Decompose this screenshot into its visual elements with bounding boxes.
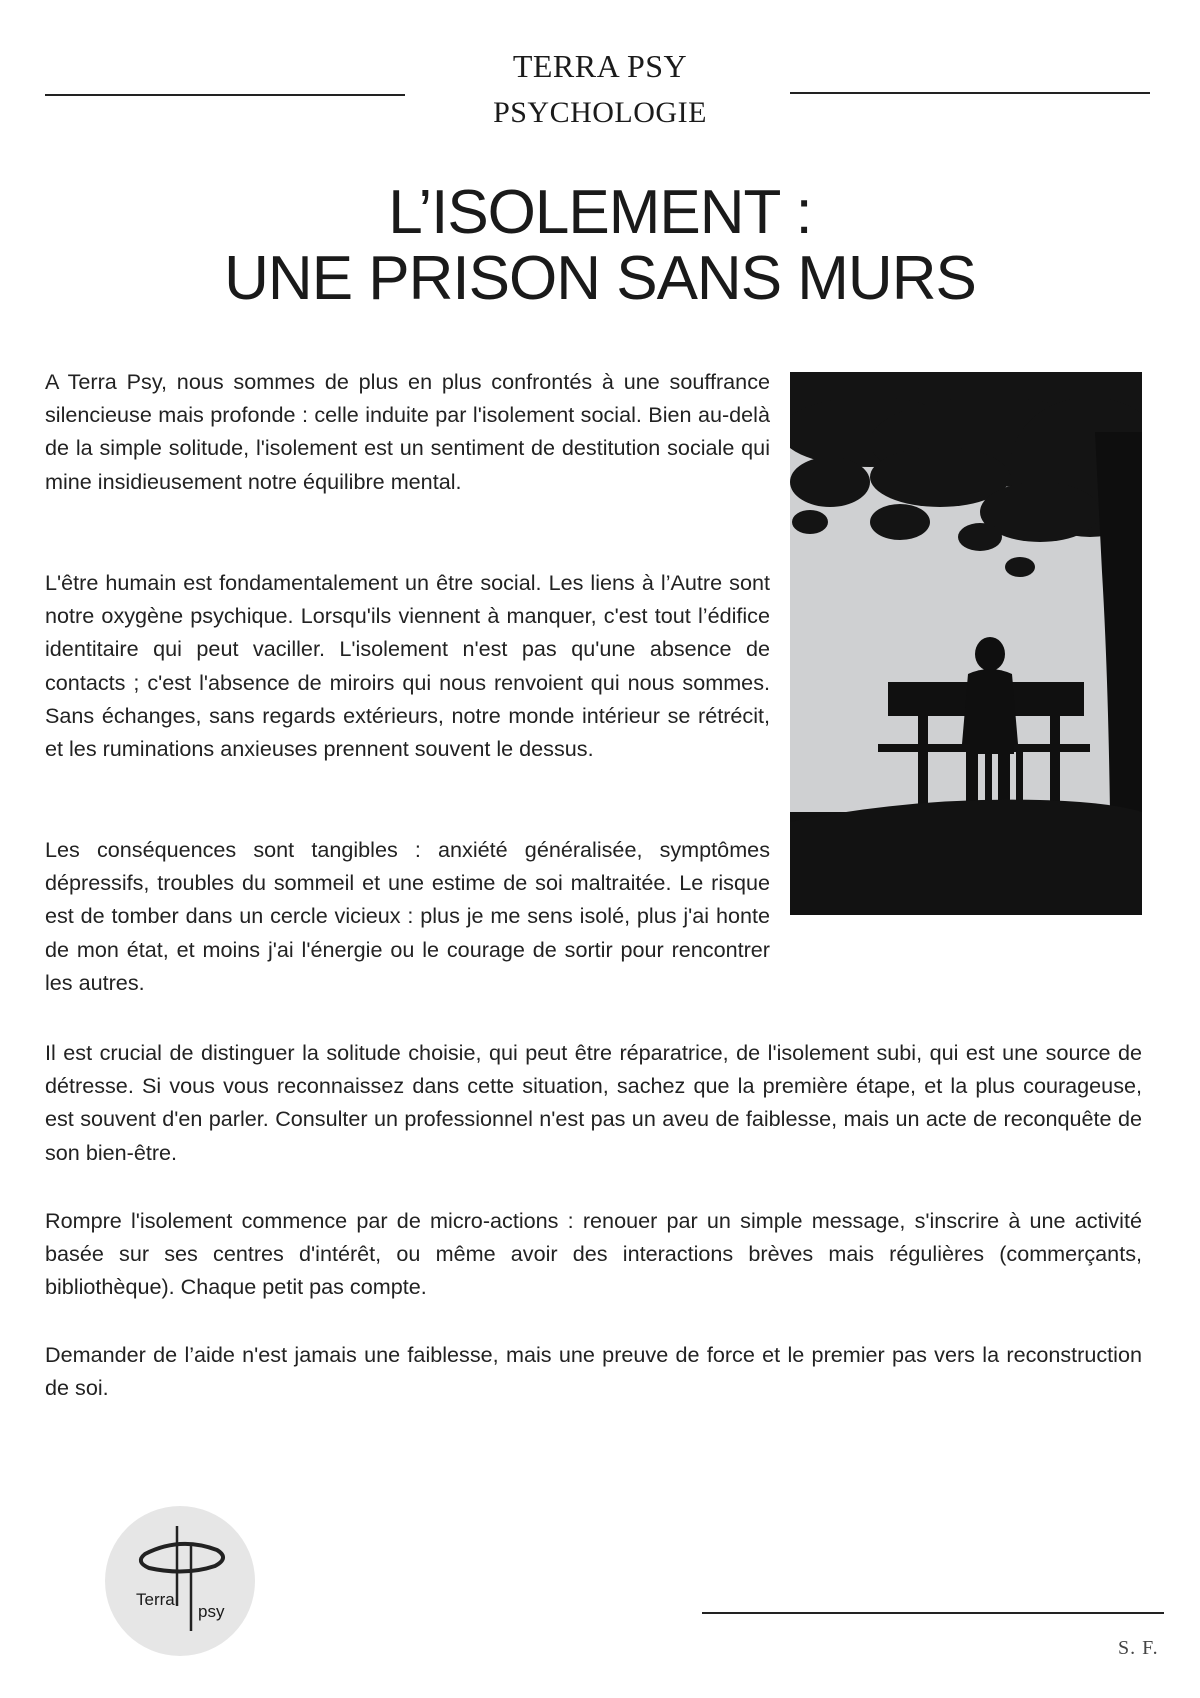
logo-emblem <box>105 1506 255 1656</box>
terra-psy-logo <box>105 1506 255 1656</box>
bench-silhouette-photo <box>790 372 1142 915</box>
bench-silhouette-illustration <box>790 372 1142 915</box>
author-signature: S. F. <box>1118 1637 1159 1659</box>
paragraph-conclusion: Demander de l’aide n'est jamais une faiblesse, mais une preuve de force et le premier pas vers la reconstruction de soi. <box>45 1342 1142 1401</box>
title-line-1: L’ISOLEMENT : <box>388 178 812 247</box>
paragraph-intro: A Terra Psy, nous sommes de plus en plus confrontés à une souffrance silencieuse mais profonde : celle induite par l'isolement social. Bien au-delà de la simple solitude, l'isolement est un sentiment de destitution sociale qui mine insidieusement notre équilibre mental. <box>45 369 770 494</box>
paragraph-distinction: Il est crucial de distinguer la solitude choisie, qui peut être réparatrice, de l'isolement subi, qui est une source de détresse. Si vous vous reconnaissez dans cette situation, sachez que la première étape, et la plus courageuse, est souvent d'en parler. Consulter un professionnel n'est pas un aveu de faiblesse, mais un acte de reconquête de son bien-être. <box>45 1040 1142 1165</box>
paragraph-micro-actions: Rompre l'isolement commence par de micro-actions : renouer par un simple message, s'inscrire à une activité basée sur ses centres d'intérêt, ou même avoir des interactions brèves mais régulières (commerçants, bibliothèque). Chaque petit pas compte. <box>45 1208 1142 1300</box>
page-title <box>0 180 1200 312</box>
footer-rule <box>702 1612 1164 1614</box>
header-rule-right <box>790 92 1150 94</box>
paragraph-consequences: Les conséquences sont tangibles : anxiété généralisée, symptômes dépressifs, troubles du sommeil et une estime de soi maltraitée. Le risque est de tomber dans un cercle vicieux : plus je me sens isolé, plus j'ai honte de mon état, et moins j'ai l'énergie ou le courage de sortir pour rencontrer les autres. <box>45 837 770 995</box>
paragraph-social-being: L'être humain est fondamentalement un être social. Les liens à l’Autre sont notre oxygène psychique. Lorsqu'ils viennent à manquer, c'est tout l’édifice identitaire qui peut vaciller. L'isolement n'est pas qu'une absence de contacts ; c'est l'absence de miroirs qui nous renvoient qui nous sommes. Sans échanges, sans regards extérieurs, notre monde intérieur se rétrécit, et les ruminations anxieuses prennent souvent le dessus. <box>45 570 770 762</box>
logo-word-terra: Terra <box>136 1590 175 1609</box>
title-line-2: UNE PRISON SANS MURS <box>224 244 976 313</box>
brand-subtitle: PSYCHOLOGIE <box>493 96 707 129</box>
photo-ground <box>790 800 1142 915</box>
logo-word-psy: psy <box>198 1602 225 1621</box>
brand-name: TERRA PSY <box>512 48 688 84</box>
